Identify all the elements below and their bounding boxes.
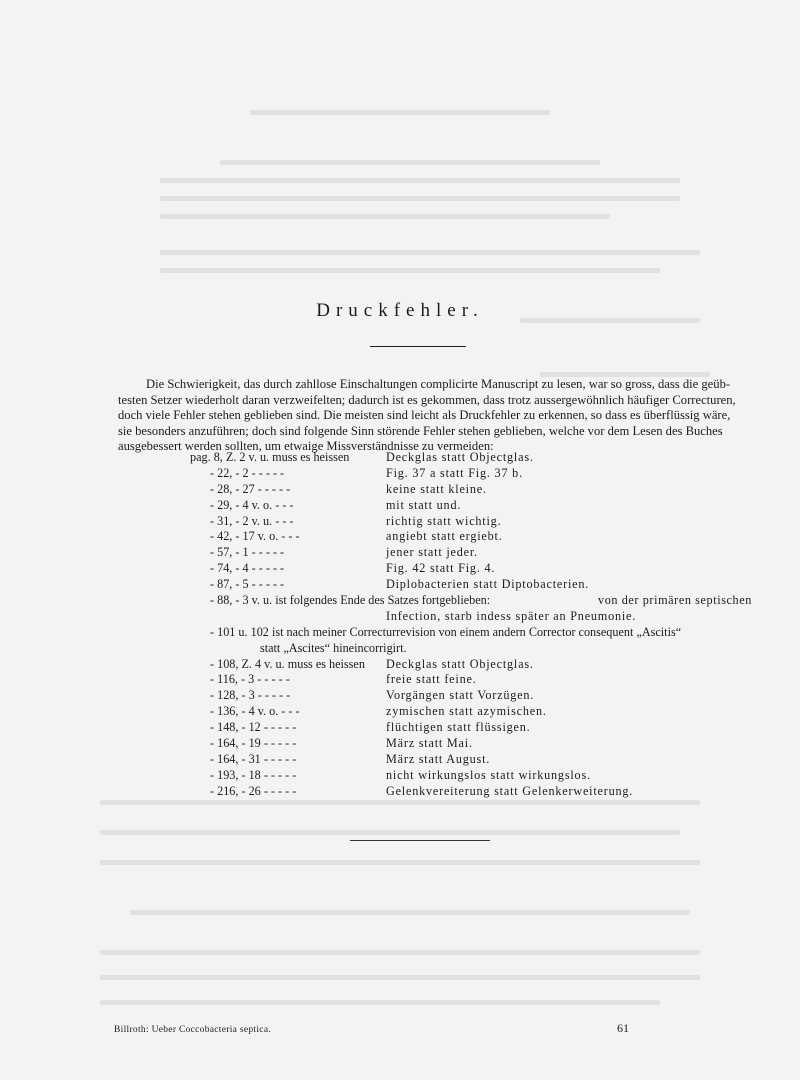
errata-ref: - 28, - 27 - - - - - (210, 481, 291, 496)
errata-row (190, 768, 670, 784)
errata-correction: Gelenkvereiterung statt Gelenkerweiterung. (386, 783, 634, 798)
errata-row (190, 450, 670, 466)
errata-correction: flüchtigen statt flüssigen. (386, 720, 531, 735)
errata-row (190, 641, 670, 657)
errata-row (190, 704, 670, 720)
errata-ref: - 31, - 2 v. u. - - - (210, 513, 294, 528)
errata-row (190, 545, 670, 561)
errata-row (190, 720, 670, 736)
errata-continuation: Infection, starb indess später an Pneumonie. (386, 608, 637, 623)
errata-ref: - 57, - 1 - - - - - (210, 545, 285, 560)
errata-correction: zymischen statt azymischen. (386, 704, 547, 719)
errata-correction: von der primären septischen (598, 593, 752, 608)
errata-row (190, 736, 670, 752)
errata-ref: - 164, - 31 - - - - - (210, 751, 297, 766)
errata-row (190, 514, 670, 530)
errata-row (190, 498, 670, 514)
errata-row (190, 561, 670, 577)
errata-ref: - 42, - 17 v. o. - - - (210, 529, 300, 544)
errata-correction: nicht wirkungslos statt wirkungslos. (386, 767, 591, 782)
errata-row (190, 577, 670, 593)
errata-ref: - 148, - 12 - - - - - (210, 720, 297, 735)
errata-ref: - 108, Z. 4 v. u. muss es heissen (210, 656, 365, 671)
errata-correction: freie statt feine. (386, 672, 477, 687)
errata-row (190, 672, 670, 688)
errata-ref: pag. 8, Z. 2 v. u. muss es heissen (190, 450, 350, 464)
title-rule (370, 346, 466, 347)
errata-row (190, 752, 670, 768)
intro-paragraph (118, 377, 736, 455)
errata-row (190, 609, 670, 625)
errata-correction: Diplobacterien statt Diptobacterien. (386, 577, 590, 592)
errata-row (190, 688, 670, 704)
paragraph-line: Die Schwierigkeit, das durch zahllose Einschaltungen complicirte Manuscript zu lesen, war so gross, dass die geüb- (146, 377, 731, 391)
errata-ref: - 88, - 3 v. u. ist folgendes Ende des Satzes fortgeblieben: (210, 593, 491, 608)
errata-correction: Vorgängen statt Vorzügen. (386, 688, 535, 703)
errata-row (190, 784, 670, 800)
paragraph-line: doch viele Fehler stehen geblieben sind. Die meisten sind leicht als Druckfehler zu erkennen, so dass es überflüssig wäre, (118, 408, 731, 423)
errata-ref: - 22, - 2 - - - - - (210, 465, 285, 480)
page-title: Druckfehler. (316, 300, 484, 321)
paragraph-line: testen Setzer wiederholt daran verzweifelten; dadurch ist es gekommen, dass trotz aussergewöhnlich häufiger Correcturen, (118, 392, 736, 407)
errata-correction: angiebt statt ergiebt. (386, 529, 503, 544)
running-footer: Billroth: Ueber Coccobacteria septica. (114, 1025, 272, 1035)
errata-row (190, 466, 670, 482)
errata-ref: - 87, - 5 - - - - - (210, 577, 285, 592)
errata-correction: Fig. 37 a statt Fig. 37 b. (386, 465, 523, 480)
errata-correction: März statt August. (386, 751, 491, 766)
errata-ref: - 74, - 4 - - - - - (210, 561, 285, 576)
errata-row (190, 624, 682, 641)
errata-correction: Fig. 42 statt Fig. 4. (386, 561, 496, 576)
errata-correction: jener statt jeder. (386, 545, 478, 560)
errata-correction: richtig statt wichtig. (386, 513, 502, 528)
errata-ref: - 29, - 4 v. o. - - - (210, 497, 294, 512)
errata-correction: Deckglas statt Objectglas. (386, 450, 534, 464)
page-number: 61 (617, 1021, 629, 1035)
errata-row (190, 529, 670, 545)
errata-ref: - 128, - 3 - - - - - (210, 688, 291, 703)
errata-ref: - 164, - 19 - - - - - (210, 736, 297, 751)
errata-ref: - 101 u. 102 ist nach meiner Correcturrevision von einem andern Corrector consequent „Ascitis“ (210, 624, 682, 639)
errata-ref: - 136, - 4 v. o. - - - (210, 704, 300, 719)
errata-correction: März statt Mai. (386, 736, 473, 751)
paragraph-line: sie besonders anzuführen; doch sind folgende Sinn störende Fehler stehen geblieben, welche vor dem Lesen des Buches (118, 423, 723, 438)
errata-list (190, 450, 752, 800)
errata-ref: - 216, - 26 - - - - - (210, 783, 297, 798)
errata-ref: - 116, - 3 - - - - - (210, 672, 290, 687)
errata-row (190, 657, 670, 673)
errata-ref: - 193, - 18 - - - - - (210, 767, 297, 782)
errata-correction: mit statt und. (386, 497, 462, 512)
errata-row (190, 593, 752, 609)
errata-ref: statt „Ascites“ hineincorrigirt. (260, 640, 407, 655)
errata-correction: Deckglas statt Objectglas. (386, 656, 534, 671)
paragraph-line: ausgebessert werden sollten, um etwaige Missverständnisse zu vermeiden: (118, 439, 494, 454)
end-rule (350, 840, 490, 841)
errata-row (190, 482, 670, 498)
errata-correction: keine statt kleine. (386, 481, 487, 496)
